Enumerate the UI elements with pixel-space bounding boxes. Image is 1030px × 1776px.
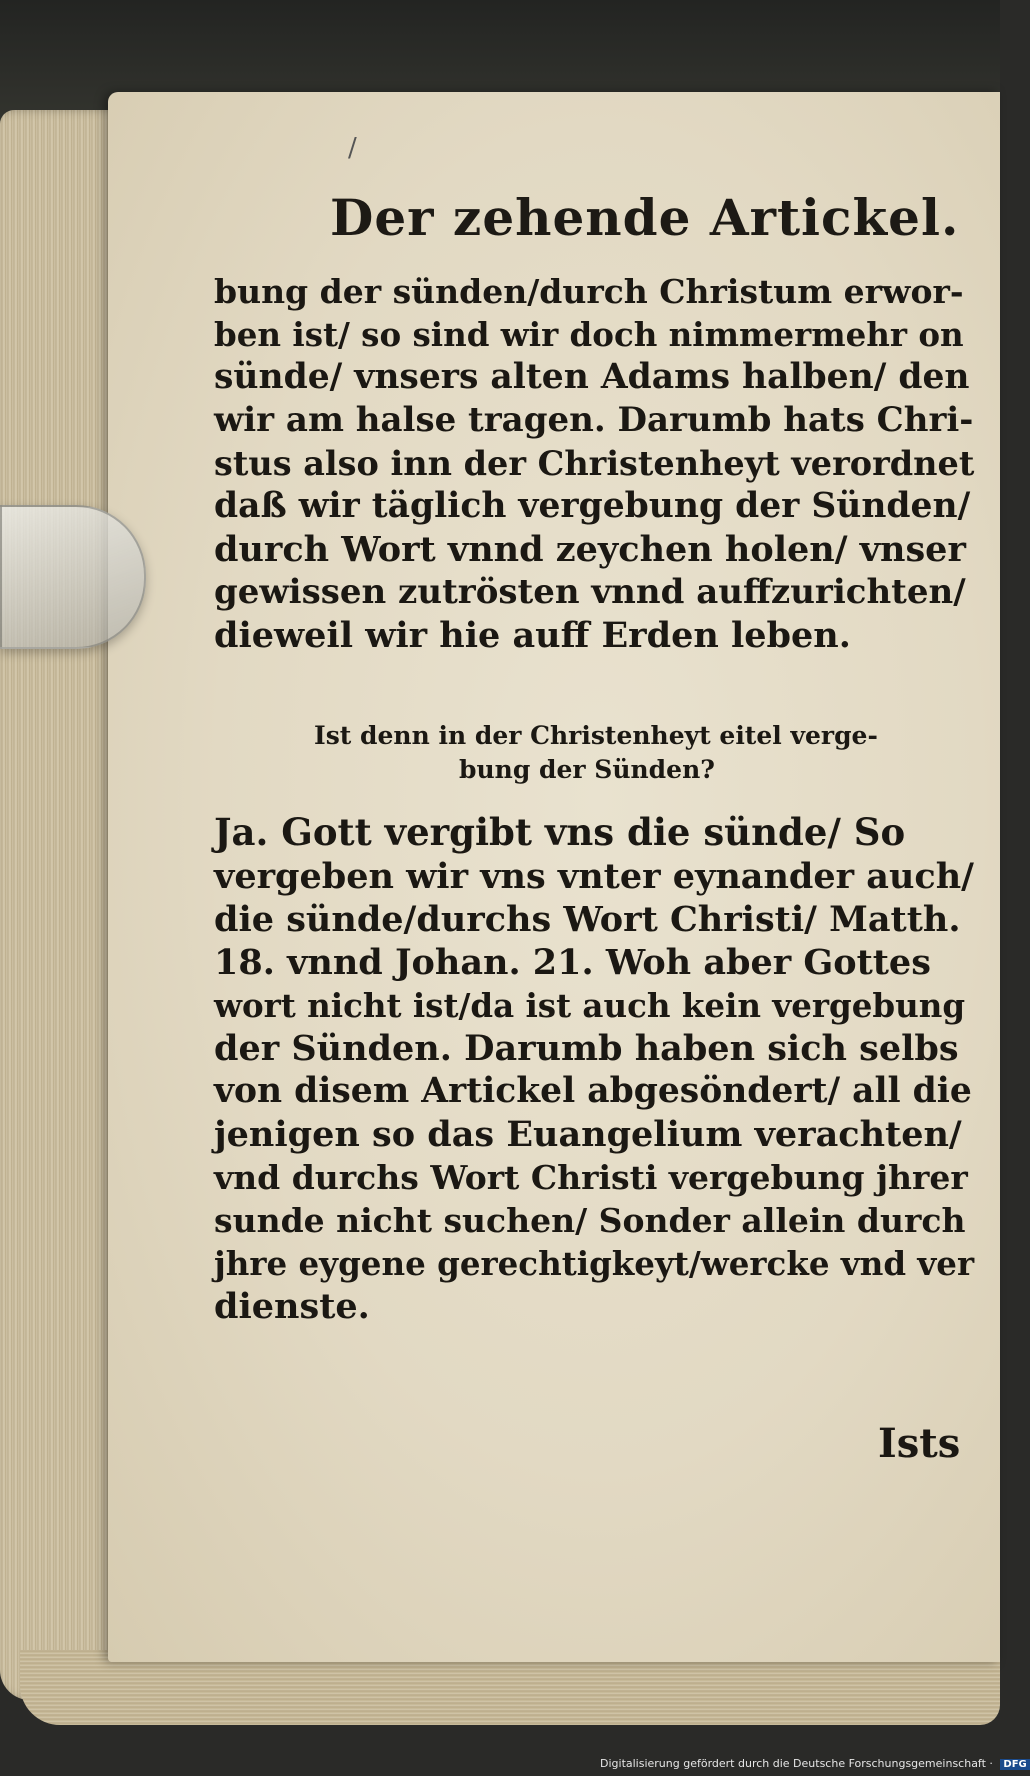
question-heading-line: Ist denn in der Christenheyt eitel verge-	[314, 721, 878, 750]
text-line: sunde nicht suchen/ Sonder allein durch	[214, 1201, 966, 1240]
text-line: vergeben wir vns vnter eynander auch/	[214, 856, 974, 897]
text-line: jenigen so das Euangelium verachten/	[214, 1114, 962, 1155]
text-line: bung der sünden/durch Christum erwor-	[214, 272, 964, 311]
text-line: der Sünden. Darumb haben sich selbs	[214, 1028, 959, 1069]
text-line: sünde/ vnsers alten Adams halben/ den	[214, 357, 970, 397]
text-line: dieweil wir hie auff Erden leben.	[214, 615, 851, 656]
running-header: Der zehende Artickel.	[330, 188, 960, 247]
body-text	[214, 270, 974, 1328]
text-line: die sünde/durchs Wort Christi/ Matth.	[214, 899, 961, 940]
text-line: durch Wort vnnd zeychen holen/ vnser	[214, 529, 966, 570]
page-clip	[0, 505, 146, 649]
page-mark: /	[348, 133, 357, 163]
question-heading-line: bung der Sünden?	[459, 755, 715, 784]
text-line: wir am halse tragen. Darumb hats Chri-	[214, 400, 974, 440]
text-line: Ja. Gott vergibt vns die sünde/ So	[214, 810, 906, 854]
text-line: gewissen zutrösten vnnd auffzurichten/	[214, 572, 966, 612]
text-line: von disem Artickel abgesöndert/ all die	[214, 1071, 972, 1111]
text-line: wort nicht ist/da ist auch kein vergebung	[214, 986, 966, 1025]
text-line: vnd durchs Wort Christi vergebung jhrer	[214, 1158, 968, 1197]
credit-text: Digitalisierung gefördert durch die Deutsche Forschungsgemeinschaft ·	[600, 1757, 993, 1770]
dfg-logo: DFG	[1000, 1759, 1029, 1770]
catchword: Ists	[878, 1420, 961, 1467]
text-line: 18. vnnd Johan. 21. Woh aber Gottes	[214, 942, 931, 983]
text-line: jhre eygene gerechtigkeyt/wercke vnd ver	[214, 1244, 975, 1283]
text-line: ben ist/ so sind wir doch nimmermehr on	[214, 315, 964, 354]
digitization-credit	[600, 1757, 1030, 1770]
text-line: daß wir täglich vergebung der Sünden/	[214, 486, 971, 526]
text-line: stus also inn der Christenheyt verordnet	[214, 444, 975, 483]
text-line: dienste.	[214, 1286, 370, 1327]
